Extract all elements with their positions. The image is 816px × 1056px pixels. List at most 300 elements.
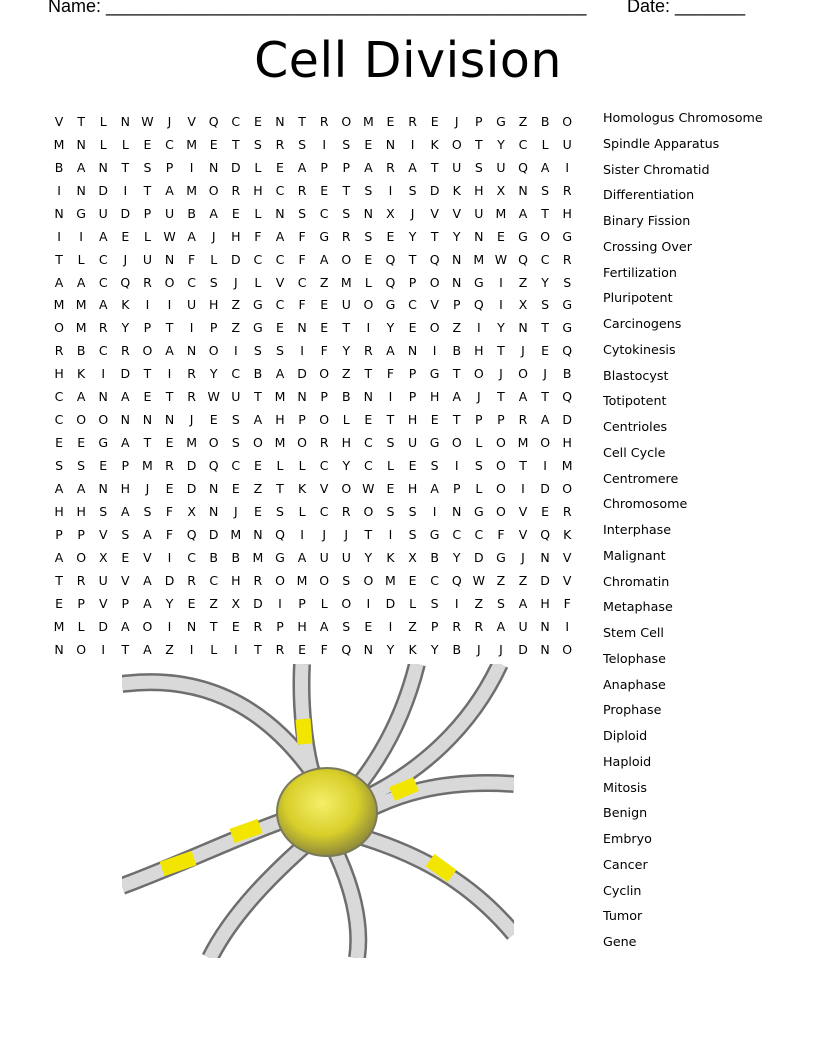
grid-letter: S (209, 274, 218, 290)
grid-letter: A (121, 389, 130, 405)
grid-letter: T (519, 458, 527, 474)
grid-letter: O (341, 480, 352, 496)
grid-letter: G (562, 320, 573, 336)
grid-letter: D (562, 412, 573, 428)
grid-letter: N (452, 251, 462, 267)
grid-letter: U (164, 205, 175, 221)
grid-letter: I (388, 618, 393, 634)
grid-letter: C (165, 136, 174, 152)
word-list-item: Differentiation (603, 187, 695, 203)
grid-letter: M (495, 205, 507, 221)
grid-letter: E (364, 412, 373, 428)
grid-letter: Q (385, 274, 396, 290)
grid-letter: Q (208, 113, 219, 129)
grid-letter: Q (208, 458, 219, 474)
grid-letter: T (386, 412, 395, 428)
grid-letter: S (408, 503, 417, 519)
word-list-item: Haploid (603, 753, 652, 769)
word-list-item: Cyclin (603, 882, 642, 898)
grid-letter: D (540, 572, 550, 588)
grid-letter: R (408, 113, 417, 129)
word-list-item: Cytokinesis (603, 341, 676, 357)
grid-letter: N (540, 641, 550, 657)
grid-letter: L (298, 458, 306, 474)
grid-letter: V (98, 595, 108, 611)
grid-letter: S (386, 503, 395, 519)
grid-letter: Z (474, 595, 484, 611)
grid-letter: C (319, 503, 329, 519)
grid-letter: Y (165, 595, 174, 611)
grid-letter: F (188, 251, 196, 267)
grid-letter: T (143, 366, 152, 382)
grid-letter: M (473, 251, 485, 267)
grid-letter: M (362, 113, 374, 129)
grid-letter: E (541, 343, 550, 359)
grid-letter: M (517, 435, 529, 451)
grid-row (48, 179, 578, 202)
grid-letter: Q (562, 343, 573, 359)
grid-letter: B (76, 343, 86, 359)
grid-letter: I (476, 320, 481, 336)
grid-letter: O (319, 412, 330, 428)
word-list-item: Prophase (603, 702, 662, 718)
grid-letter: M (53, 618, 65, 634)
grid-letter: P (121, 595, 130, 611)
grid-letter: M (186, 182, 197, 198)
grid-row (48, 339, 578, 362)
grid-letter: A (121, 435, 130, 451)
grid-letter: J (499, 641, 503, 657)
grid-letter: D (385, 595, 396, 611)
grid-letter: C (209, 572, 219, 588)
date-field-line: Date: _______ (627, 0, 746, 16)
grid-letter: P (497, 412, 505, 428)
grid-letter: I (366, 320, 371, 336)
grid-letter: N (98, 389, 108, 405)
grid-letter: F (320, 343, 328, 359)
grid-letter: R (231, 182, 241, 198)
grid-letter: E (298, 641, 307, 657)
grid-letter: L (121, 136, 129, 152)
grid-letter: A (121, 503, 130, 519)
grid-letter: D (164, 572, 175, 588)
grid-letter: A (275, 366, 285, 382)
grid-letter: O (496, 503, 506, 519)
grid-letter: N (363, 205, 374, 221)
grid-letter: H (231, 228, 241, 244)
grid-letter: R (187, 572, 196, 588)
grid-letter: O (562, 641, 573, 657)
grid-letter: C (98, 274, 108, 290)
grid-letter: T (254, 641, 262, 657)
grid-letter: S (342, 205, 351, 221)
grid-letter: L (342, 412, 350, 428)
grid-letter: T (55, 251, 63, 267)
grid-letter: E (430, 113, 439, 129)
grid-letter: D (186, 480, 197, 496)
grid-letter: S (364, 228, 373, 244)
grid-letter: A (540, 412, 550, 428)
grid-letter: R (143, 274, 152, 290)
word-list-item: Chromatin (603, 573, 670, 589)
grid-letter: J (344, 526, 349, 542)
grid-letter: E (276, 159, 284, 175)
grid-letter: B (54, 159, 64, 175)
grid-letter: B (209, 549, 218, 565)
grid-letter: Z (231, 297, 241, 313)
grid-letter: G (76, 205, 86, 221)
grid-letter: F (386, 366, 395, 382)
grid-row (48, 523, 578, 546)
grid-letter: A (76, 274, 86, 290)
grid-letter: T (121, 641, 130, 657)
grid-letter: N (385, 136, 396, 152)
grid-letter: T (364, 366, 373, 382)
grid-letter: M (53, 297, 65, 313)
grid-letter: S (99, 503, 108, 519)
grid-letter: E (77, 435, 86, 451)
grid-letter: E (99, 458, 108, 474)
grid-letter: N (142, 412, 153, 428)
grid-letter: L (364, 274, 372, 290)
grid-letter: N (540, 549, 550, 565)
grid-letter: B (187, 205, 196, 221)
grid-letter: H (540, 595, 550, 611)
grid-letter: V (54, 113, 64, 129)
grid-letter: V (430, 297, 439, 313)
grid-letter: C (319, 205, 329, 221)
grid-letter: T (165, 320, 174, 336)
grid-letter: K (408, 641, 417, 657)
grid-letter: A (143, 595, 152, 611)
grid-letter: R (341, 228, 351, 244)
grid-letter: X (496, 182, 506, 198)
grid-letter: C (275, 297, 285, 313)
grid-letter: S (298, 205, 307, 221)
grid-letter: X (98, 549, 108, 565)
grid-letter: M (75, 297, 87, 313)
grid-row (48, 569, 578, 592)
grid-letter: B (231, 549, 241, 565)
grid-letter: Q (518, 251, 528, 267)
grid-letter: J (167, 113, 172, 129)
grid-letter: R (253, 572, 263, 588)
grid-letter: Q (186, 526, 197, 542)
grid-letter: I (123, 182, 128, 198)
grid-letter: N (209, 480, 219, 496)
grid-letter: V (430, 205, 439, 221)
grid-letter: I (432, 343, 437, 359)
grid-letter: J (322, 526, 327, 542)
grid-letter: J (454, 113, 459, 129)
word-list-item: Centromere (603, 470, 679, 486)
grid-letter: W (472, 572, 486, 588)
grid-letter: D (474, 549, 484, 565)
grid-letter: E (320, 320, 329, 336)
grid-letter: J (145, 480, 150, 496)
word-list-item: Diploid (603, 728, 648, 743)
grid-letter: T (497, 343, 505, 359)
grid-letter: T (165, 389, 174, 405)
grid-letter: M (385, 572, 396, 588)
grid-letter: M (186, 435, 197, 451)
grid-letter: N (76, 182, 86, 198)
grid-letter: I (388, 526, 393, 542)
grid-letter: F (165, 526, 174, 542)
grid-row (48, 110, 578, 133)
word-list-item: Telophase (603, 650, 666, 666)
grid-letter: S (386, 435, 395, 451)
grid-letter: O (297, 435, 307, 451)
grid-letter: I (499, 274, 503, 290)
grid-letter: Z (518, 274, 528, 290)
grid-letter: P (298, 412, 306, 428)
name-field-line: Name: ________________________________________________ (48, 0, 587, 16)
grid-letter: P (342, 159, 351, 175)
grid-letter: R (76, 572, 86, 588)
grid-letter: J (543, 366, 547, 382)
grid-letter: I (167, 618, 172, 634)
grid-letter: I (101, 366, 106, 382)
grid-letter: C (54, 412, 64, 428)
grid-letter: N (452, 503, 462, 519)
grid-letter: Y (342, 343, 351, 359)
grid-letter: O (451, 435, 462, 451)
grid-letter: O (429, 320, 440, 336)
grid-letter: I (233, 641, 238, 657)
grid-letter: V (275, 274, 285, 290)
grid-letter: J (123, 251, 128, 267)
grid-letter: Q (275, 526, 285, 542)
grid-letter: Y (386, 641, 395, 657)
grid-letter: Q (540, 526, 551, 542)
grid-letter: Q (429, 251, 440, 267)
grid-letter: L (541, 136, 549, 152)
grid-letter: E (143, 389, 152, 405)
grid-letter: P (320, 389, 328, 405)
grid-letter: O (363, 572, 374, 588)
grid-letter: J (499, 366, 503, 382)
grid-letter: P (55, 526, 63, 542)
grid-letter: A (98, 297, 108, 313)
grid-letter: A (121, 618, 130, 634)
grid-letter: L (99, 113, 107, 129)
grid-letter: S (541, 182, 550, 198)
grid-letter: L (386, 458, 394, 474)
grid-letter: O (496, 458, 506, 474)
grid-letter: Z (319, 274, 329, 290)
grid-letter: C (98, 343, 108, 359)
grid-letter: Q (451, 572, 462, 588)
grid-letter: C (275, 182, 285, 198)
grid-letter: U (407, 435, 418, 451)
grid-letter: E (408, 320, 417, 336)
word-list-item: Gene (603, 934, 637, 949)
grid-letter: U (98, 572, 108, 588)
grid-row (48, 248, 578, 271)
grid-letter: U (518, 618, 528, 634)
grid-row (48, 454, 578, 477)
grid-letter: R (253, 618, 263, 634)
grid-letter: E (364, 251, 373, 267)
grid-letter: D (120, 366, 131, 382)
grid-letter: E (253, 113, 262, 129)
grid-letter: I (145, 297, 150, 313)
grid-letter: Y (497, 136, 505, 152)
grid-letter: R (452, 618, 462, 634)
grid-letter: D (98, 182, 109, 198)
grid-letter: E (364, 618, 373, 634)
grid-letter: G (319, 228, 330, 244)
grid-letter: V (518, 503, 528, 519)
grid-letter: B (341, 389, 351, 405)
grid-letter: O (363, 297, 374, 313)
word-list-item: Embryo (603, 831, 652, 846)
grid-letter: Y (452, 549, 461, 565)
grid-letter: U (341, 297, 351, 313)
grid-letter: L (143, 228, 151, 244)
grid-letter: C (98, 251, 108, 267)
grid-letter: I (388, 182, 393, 198)
grid-letter: C (253, 251, 263, 267)
grid-letter: O (275, 572, 285, 588)
grid-letter: O (76, 412, 87, 428)
grid-letter: T (77, 113, 85, 129)
grid-letter: H (120, 480, 131, 496)
grid-letter: P (165, 159, 174, 175)
grid-letter: O (473, 366, 484, 382)
grid-letter: Z (518, 572, 528, 588)
grid-letter: S (121, 526, 130, 542)
grid-letter: T (342, 320, 351, 336)
grid-letter: S (408, 182, 417, 198)
grid-letter: N (452, 274, 462, 290)
grid-letter: H (275, 412, 285, 428)
grid-letter: F (165, 503, 174, 519)
grid-letter: R (98, 320, 108, 336)
grid-letter: H (54, 503, 64, 519)
grid-letter: W (163, 228, 176, 244)
grid-letter: E (121, 228, 130, 244)
grid-letter: E (187, 595, 196, 611)
grid-letter: U (142, 251, 152, 267)
grid-letter: P (452, 480, 461, 496)
grid-letter: N (186, 618, 197, 634)
grid-letter: A (452, 389, 462, 405)
word-list-item: Chromosome (603, 496, 688, 512)
grid-row (48, 615, 578, 638)
grid-letter: I (57, 182, 61, 198)
grid-letter: G (562, 228, 573, 244)
grid-letter: I (454, 595, 459, 611)
grid-letter: Y (209, 366, 218, 382)
grid-letter: A (297, 159, 307, 175)
grid-letter: O (142, 343, 153, 359)
grid-letter: I (543, 458, 547, 474)
grid-row (48, 202, 578, 225)
grid-letter: E (55, 595, 63, 611)
grid-row (48, 431, 578, 454)
grid-letter: Q (341, 641, 352, 657)
grid-letter: L (409, 595, 417, 611)
grid-letter: C (231, 366, 241, 382)
grid-letter: I (565, 618, 570, 634)
grid-letter: U (452, 159, 462, 175)
grid-letter: F (320, 641, 328, 657)
grid-letter: O (252, 435, 263, 451)
grid-letter: A (408, 159, 417, 175)
grid-letter: K (452, 182, 461, 198)
grid-letter: B (540, 113, 550, 129)
grid-letter: G (562, 297, 573, 313)
grid-letter: T (408, 251, 417, 267)
grid-letter: T (541, 320, 549, 336)
grid-letter: H (341, 435, 351, 451)
grid-letter: M (274, 389, 286, 405)
grid-letter: K (297, 480, 307, 496)
grid-letter: O (451, 136, 462, 152)
grid-letter: V (562, 549, 572, 565)
grid-letter: J (521, 343, 525, 359)
grid-letter: S (430, 458, 439, 474)
grid-letter: E (430, 412, 439, 428)
word-list-item: Centrioles (603, 419, 668, 434)
grid-letter: R (562, 182, 572, 198)
grid-letter: A (430, 480, 439, 496)
grid-letter: O (496, 480, 506, 496)
grid-letter: V (452, 205, 462, 221)
grid-letter: S (541, 297, 550, 313)
grid-letter: F (298, 251, 306, 267)
grid-letter: C (452, 526, 462, 542)
grid-letter: F (563, 595, 571, 611)
grid-letter: R (275, 641, 285, 657)
grid-letter: T (541, 389, 549, 405)
grid-letter: I (388, 389, 393, 405)
grid-letter: D (186, 458, 197, 474)
grid-letter: J (521, 549, 525, 565)
grid-letter: T (55, 572, 63, 588)
grid-letter: P (298, 595, 306, 611)
grid-letter: C (319, 458, 329, 474)
grid-letter: Z (496, 572, 506, 588)
grid-letter: Q (120, 274, 131, 290)
grid-letter: E (231, 618, 240, 634)
grid-letter: A (98, 228, 108, 244)
grid-letter: N (76, 136, 86, 152)
grid-letter: R (120, 343, 130, 359)
grid-letter: D (230, 159, 241, 175)
grid-letter: R (187, 366, 196, 382)
grid-letter: H (407, 412, 418, 428)
grid-letter: R (341, 503, 351, 519)
grid-letter: P (77, 595, 85, 611)
grid-letter: C (275, 251, 285, 267)
grid-letter: N (98, 159, 108, 175)
grid-letter: P (475, 412, 483, 428)
grid-letter: D (429, 182, 440, 198)
grid-letter: J (476, 389, 481, 405)
grid-row (48, 271, 578, 294)
grid-letter: C (187, 549, 196, 565)
word-list-item: Binary Fission (603, 213, 691, 228)
grid-letter: P (209, 320, 218, 336)
grid-letter: P (452, 297, 461, 313)
grid-letter: Q (385, 251, 396, 267)
word-list-item: Interphase (603, 522, 672, 537)
grid-letter: A (518, 205, 528, 221)
grid-letter: P (408, 274, 417, 290)
